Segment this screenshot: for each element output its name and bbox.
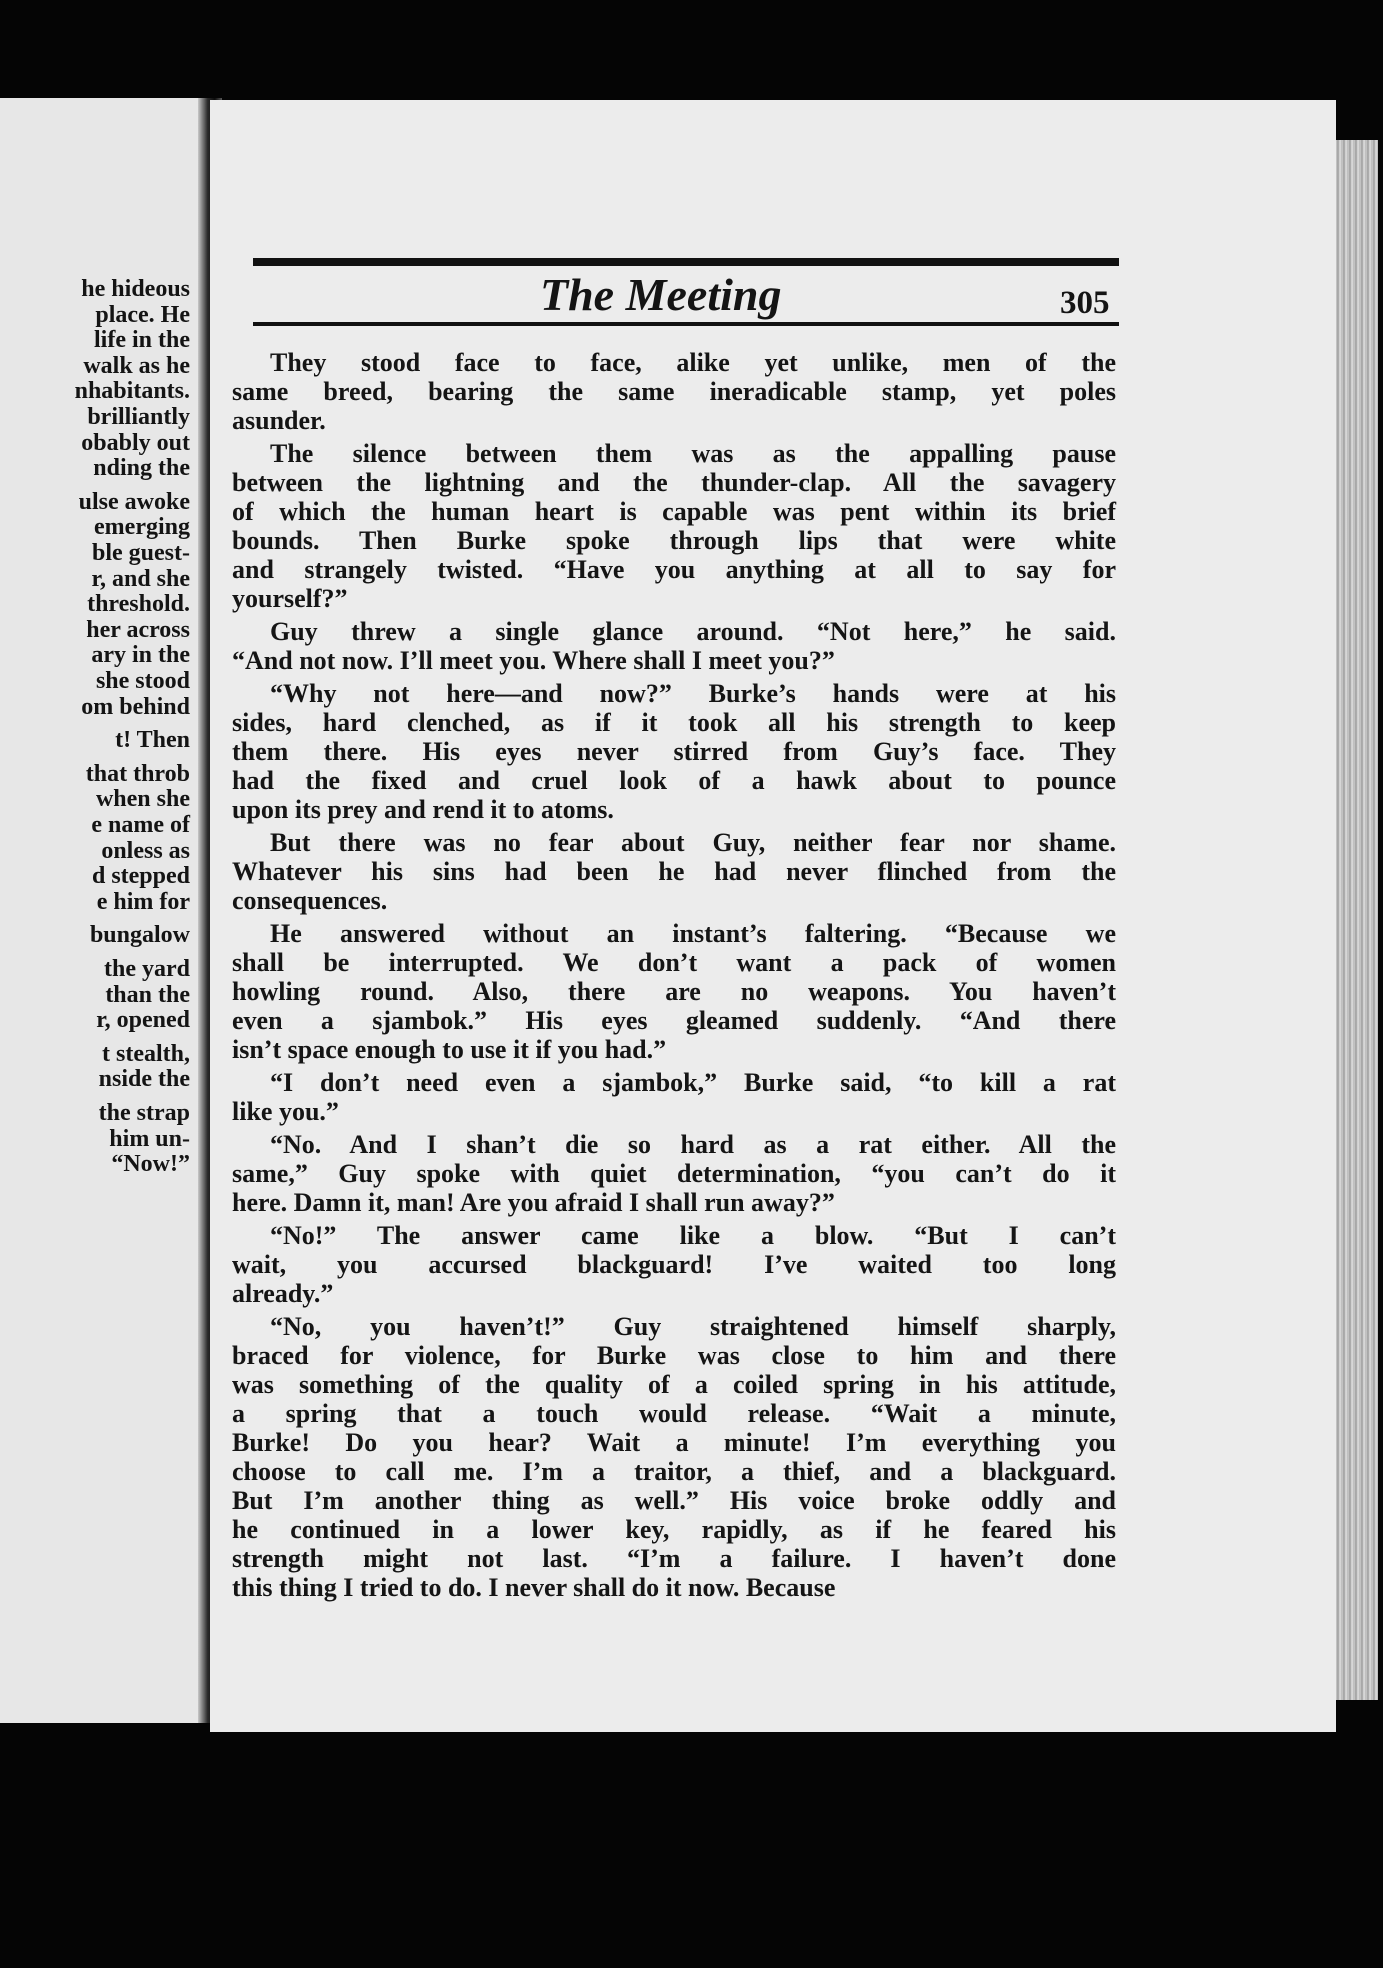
fragment-line: than the (105, 981, 190, 1008)
fragment-line: ulse awoke (78, 488, 190, 515)
fragment-line: the yard (104, 956, 190, 982)
paragraph (232, 439, 1116, 613)
fragment-line: he hideous (81, 276, 190, 302)
fragment-line: t! Then (115, 727, 190, 754)
paragraph (232, 1068, 1116, 1126)
text-line: between the lightning and the thunder-clap. All the savagery (232, 468, 1116, 497)
body-text (232, 348, 1116, 1606)
text-line: “No, you haven’t!” Guy straightened himself sharply, (270, 1312, 1116, 1341)
paragraph (232, 679, 1116, 824)
text-line: consequences. (232, 886, 388, 915)
text-line: and strangely twisted. “Have you anything at all to say for (232, 555, 1116, 584)
text-line: same breed, bearing the same ineradicable stamp, yet poles (232, 377, 1116, 406)
fragment-line: that throb (85, 760, 190, 787)
paragraph (232, 1312, 1116, 1602)
text-line: already.” (232, 1279, 334, 1308)
paragraph (232, 919, 1116, 1064)
fragment-line: ary in the (91, 642, 190, 669)
fragment-line: bungalow (89, 922, 190, 949)
text-line: was something of the quality of a coiled spring in his attitude, (232, 1370, 1116, 1399)
text-line: upon its prey and rend it to atoms. (232, 795, 614, 824)
text-line: howling round. Also, there are no weapons. You haven’t (232, 977, 1116, 1006)
page-edge (1336, 140, 1378, 1700)
paragraph (232, 828, 1116, 915)
text-line: “No. And I shan’t die so hard as a rat either. All the (270, 1130, 1116, 1159)
fragment-line: “Now!” (111, 1151, 190, 1178)
fragment-line: nside the (98, 1066, 190, 1093)
head-rule (253, 322, 1119, 326)
paragraph (232, 1130, 1116, 1217)
text-line: wait, you accursed blackguard! I’ve waited too long (232, 1250, 1116, 1279)
text-line: had the fixed and cruel look of a hawk about to pounce (232, 766, 1116, 795)
text-line: He answered without an instant’s faltering. “Because we (270, 919, 1116, 948)
text-line: them there. His eyes never stirred from Guy’s face. They (232, 737, 1116, 766)
paragraph (232, 617, 1116, 675)
fragment-line: e him for (96, 888, 190, 915)
text-line: But I’m another thing as well.” His voice broke oddly and (232, 1486, 1116, 1515)
text-line: “No!” The answer came like a blow. “But I can’t (270, 1221, 1116, 1250)
text-line: choose to call me. I’m a traitor, a thief, and a blackguard. (232, 1457, 1116, 1486)
text-line: “Why not here—and now?” Burke’s hands were at his (270, 679, 1116, 708)
text-line: “I don’t need even a sjambok,” Burke said, “to kill a rat (270, 1068, 1116, 1097)
fragment-line: onless as (101, 837, 190, 864)
fragment-line: him un- (109, 1125, 190, 1152)
fragment-line: nhabitants. (74, 378, 190, 405)
text-line: sides, hard clenched, as if it took all his strength to keep (232, 708, 1116, 737)
fragment-line: nding the (93, 455, 190, 482)
text-line: isn’t space enough to use it if you had.” (232, 1035, 667, 1064)
text-line: Whatever his sins had been he had never flinched from the (232, 857, 1116, 886)
text-line: same,” Guy spoke with quiet determination, “you can’t do it (232, 1159, 1116, 1188)
paragraph (232, 348, 1116, 435)
text-line: They stood face to face, alike yet unlike, men of the (270, 348, 1116, 377)
fragment-line: place. He (95, 301, 190, 328)
fragment-line: walk as he (83, 352, 190, 379)
fragment-line: d stepped (91, 863, 190, 890)
text-line: a spring that a touch would release. “Wait a minute, (232, 1399, 1116, 1428)
fragment-line: the strap (98, 1100, 190, 1126)
text-line: strength might not last. “I’m a failure. I haven’t done (232, 1544, 1116, 1573)
fragment-line: emerging (94, 514, 190, 541)
page-number: 305 (1060, 285, 1110, 321)
text-line: But there was no fear about Guy, neither fear nor shame. (270, 828, 1116, 857)
fragment-line: ble guest- (92, 540, 190, 566)
text-line: Guy threw a single glance around. “Not here,” he said. (270, 617, 1116, 646)
fragment-line: her across (86, 616, 190, 643)
fragment-line: t stealth, (102, 1040, 190, 1067)
fragment-line: e name of (91, 812, 190, 838)
text-line: Burke! Do you hear? Wait a minute! I’m everything you (232, 1428, 1116, 1457)
text-line: here. Damn it, man! Are you afraid I shall run away?” (232, 1188, 835, 1217)
text-line: braced for violence, for Burke was close to him and there (232, 1341, 1116, 1370)
fragment-line: obably out (81, 429, 190, 456)
text-line: shall be interrupted. We don’t want a pack of women (232, 948, 1116, 977)
text-line: like you.” (232, 1097, 339, 1126)
text-line: asunder. (232, 406, 326, 435)
fragment-line: she stood (95, 668, 190, 694)
text-line: of which the human heart is capable was pent within its brief (232, 497, 1116, 526)
text-line: “And not now. I’ll meet you. Where shall I meet you?” (232, 646, 835, 675)
paragraph (232, 1221, 1116, 1308)
fragment-line: r, opened (96, 1007, 190, 1034)
text-line: The silence between them was as the appalling pause (270, 439, 1116, 468)
fragment-line: brilliantly (87, 404, 190, 430)
fragment-line: r, and she (91, 565, 190, 592)
text-line: he continued in a lower key, rapidly, as if he feared his (232, 1515, 1116, 1544)
fragment-line: life in the (94, 327, 190, 354)
text-line: yourself?” (232, 584, 348, 613)
top-rule (253, 258, 1119, 266)
fragment-line: threshold. (87, 591, 190, 618)
previous-page-fragment (0, 98, 198, 1723)
fragment-line: om behind (81, 693, 190, 720)
fragment-line: when she (95, 786, 190, 813)
running-head: The Meeting (540, 269, 782, 320)
text-line: bounds. Then Burke spoke through lips that were white (232, 526, 1116, 555)
text-line: even a sjambok.” His eyes gleamed suddenly. “And there (232, 1006, 1116, 1035)
text-line: this thing I tried to do. I never shall do it now. Because (232, 1573, 836, 1602)
